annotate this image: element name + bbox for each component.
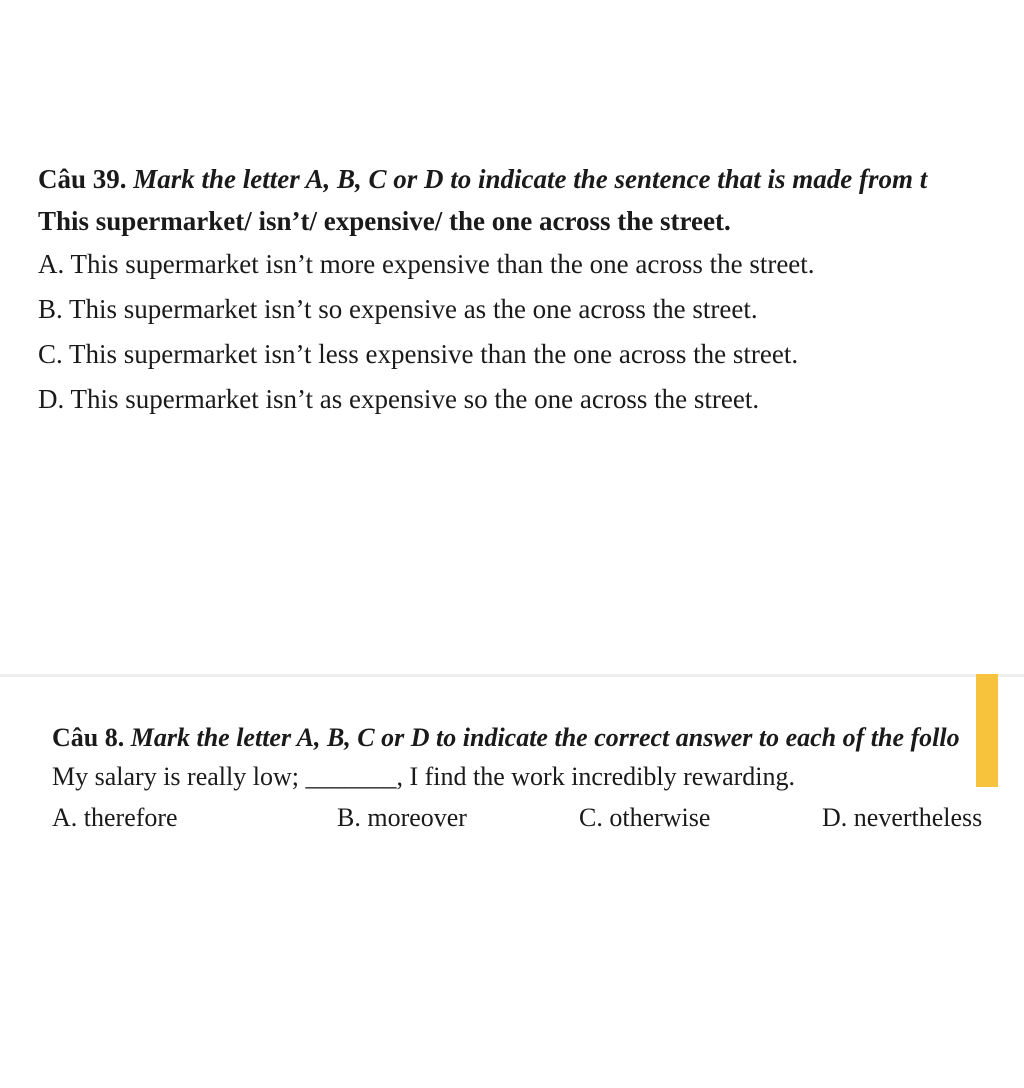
question-39-option-a[interactable]: A. This supermarket isn’t more expensive than the one across the street. xyxy=(38,249,815,279)
question-39-option-d[interactable]: D. This supermarket isn’t as expensive so the one across the street. xyxy=(38,384,760,414)
question-39-instruction: Mark the letter A, B, C or D to indicate the sentence that is made from t xyxy=(133,164,928,194)
question-8-header xyxy=(52,718,998,757)
question-39-option-c[interactable]: C. This supermarket isn’t less expensive than the one across the street. xyxy=(38,339,799,369)
question-39 xyxy=(38,158,1024,422)
question-8-instruction: Mark the letter A, B, C or D to indicate the correct answer to each of the follo xyxy=(130,723,960,752)
question-8-option-d[interactable]: D. nevertheless xyxy=(822,803,983,832)
question-8-sentence: My salary is really low; _______, I find the work incredibly rewarding. xyxy=(52,762,795,791)
question-8-option-a[interactable]: A. therefore xyxy=(52,803,178,832)
question-39-number: Câu 39. xyxy=(38,164,127,194)
text-highlight-marker xyxy=(976,674,998,787)
question-39-option-b[interactable]: B. This supermarket isn’t so expensive as the one across the street. xyxy=(38,294,758,324)
question-8-option-b[interactable]: B. moreover xyxy=(337,803,467,832)
question-8-option-c[interactable]: C. otherwise xyxy=(579,803,711,832)
question-39-header xyxy=(38,158,1024,200)
question-8 xyxy=(52,718,998,840)
question-39-prompt: This supermarket/ isn’t/ expensive/ the one across the street. xyxy=(38,206,731,236)
question-8-number: Câu 8. xyxy=(52,723,125,752)
question-8-options xyxy=(52,796,998,840)
section-divider xyxy=(0,674,1024,677)
